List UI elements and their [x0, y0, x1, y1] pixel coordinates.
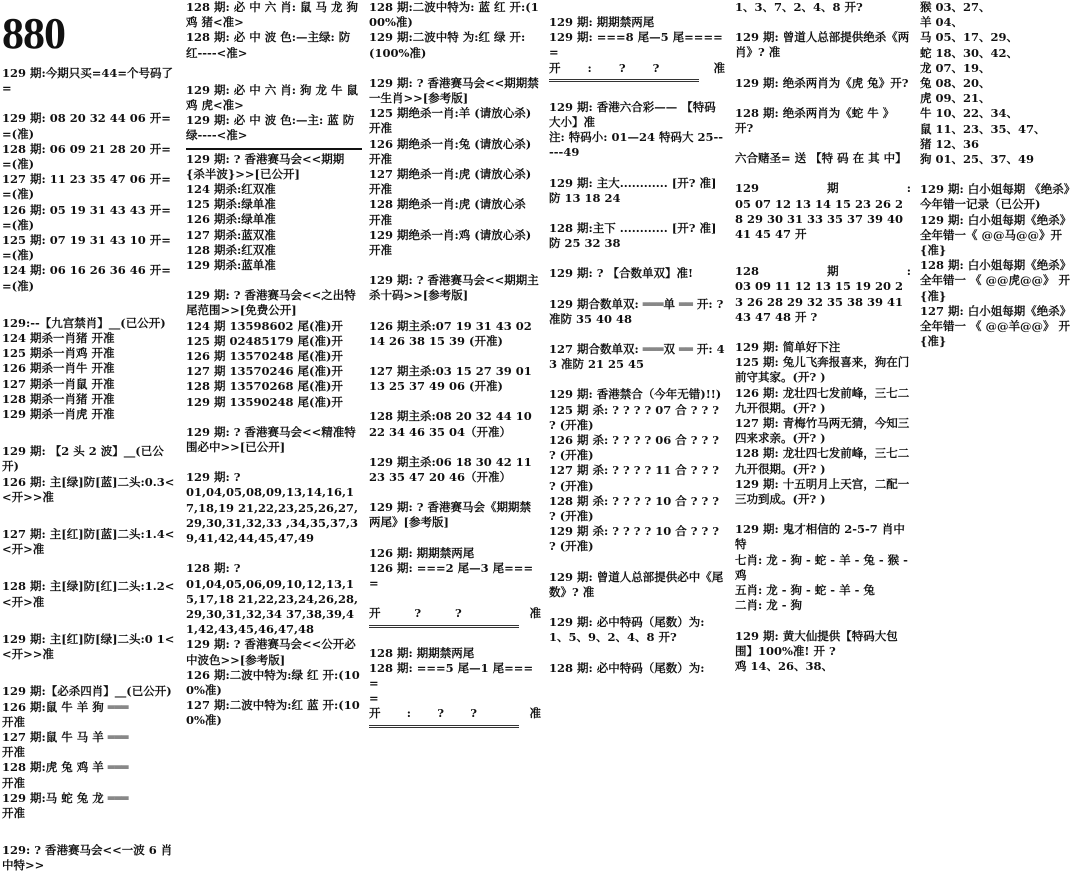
list-item: 125 期 杀: ? ? ? ? 07 合 ? ? ? ? (开准)	[549, 402, 723, 432]
number-list: 01,04,05,08,09,13,14,16,17,18,19 21,22,23,25,26,27,29,30,31,32,33 ,34,35,37,39,41,42,44,45,47,49	[186, 485, 359, 546]
list-item: 兔 08、20、	[920, 76, 991, 91]
list-item: 127 期 13570246 尾(准)开	[186, 364, 343, 379]
list-item: 124 期杀:红双准	[186, 182, 276, 197]
list-item: 127 期合数单双: ═══双 ══ 开: 43 准防 21 25 45	[549, 342, 725, 372]
list-item: 猪 12、36	[920, 136, 980, 151]
list-item: 127 期: 11 23 35 47 06 开==(准)	[2, 172, 171, 202]
column-5	[735, 0, 911, 674]
list-item: 128 期: 白小姐每期《绝杀》全年错一 《 @@虎@@》 开 {准}	[920, 258, 1075, 303]
section-title: 129 期: ? 香港赛马会<<期期主杀十码>>[参考版]	[369, 273, 539, 303]
list-item: 129 期: 08 20 32 44 06 开==(准)	[2, 111, 171, 141]
list-item: 128 期: 绝杀两肖为《蛇 牛 》开?	[735, 105, 895, 136]
open-row: 开 ? ? 准	[369, 606, 541, 621]
list-item: 129 期: 十五明月上天宫，二配一三功到成。(开? )	[735, 476, 910, 507]
period-label: 128 期: ?	[186, 561, 241, 576]
section-title: 129:--【九宫禁肖】__(已公开)	[2, 315, 166, 330]
list-item: 鼠 11、23、35、47、	[920, 121, 1046, 136]
list-item: 129 期: ===8 尾—5 尾====	[549, 30, 723, 45]
list-item: 128 期:虎 兔 鸡 羊 ═══	[2, 760, 129, 775]
list-item: 128 期: ===5 尾—1 尾====	[369, 660, 534, 690]
column-1	[2, 0, 177, 874]
list-item: 129 期:马 蛇 兔 龙 ═══	[2, 790, 129, 805]
list-item: 128 期: 必中特码（尾数）为:	[549, 660, 705, 675]
section-title: 129 期: 香港禁合（今年无错)!!)	[549, 387, 722, 402]
list-item: 129 期: 必 中 波 色:—主: 蓝 防绿----<准>	[186, 113, 355, 143]
list-item: 128 期: 期期禁两尾	[369, 645, 475, 660]
period-label: 129 期: ?	[186, 470, 241, 485]
period-label-row: 128 期 :	[735, 264, 911, 279]
section-title: 129 期: 黄大仙提供【特码大包围】100%准! 开 ?	[735, 628, 898, 658]
list-item: 126 期: 主[绿]防[蓝]二头:0.3<<开>>准	[2, 474, 175, 504]
list-item: 125 期杀:绿单准	[186, 197, 276, 212]
list-item: 128 期:主下 ............ [开? 准] 防 25 32 38	[549, 221, 721, 251]
list-item: 126 期主杀:07 19 31 43 02 14 26 38 15 39 (开准)	[369, 318, 536, 348]
number-list: 05 07 12 13 14 15 23 26 28 29 30 31 33 35 37 39 40 41 45 47 开	[735, 196, 908, 242]
list-item: 二肖: 龙 - 狗	[735, 598, 803, 613]
list-item: 129 期: 白小姐每期《绝杀》全年错一《 @@马@@》开 {准}	[920, 212, 1072, 258]
section-title: 129 期: 曾道人总部提供绝杀《两肖》? 准	[735, 30, 910, 60]
list-item: 128 期: 必 中 波 色:—主绿: 防红----<准>	[186, 30, 351, 60]
site-logo: 880	[2, 9, 65, 58]
list-item: 蛇 18、30、42、	[920, 45, 1019, 60]
list-item: 127 期绝杀一肖:虎 (请放心杀) 开准	[369, 167, 536, 197]
column-6	[920, 0, 1080, 349]
note: 注: 特码小: 01—24 特码大 25-----49	[549, 130, 724, 160]
list-item-result: 开准	[2, 775, 25, 790]
list-item: 126 期:鼠 牛 羊 狗 ═══	[2, 699, 129, 714]
section-title: 129 期: 鬼才相信的 2-5-7 肖中特	[735, 522, 905, 552]
open-row: 开 : ? ? 准	[369, 706, 541, 721]
number-list: 01,04,05,06,09,10,12,13,15,17,18 21,22,23,24,26,28,29,30,31,32,34 37,38,39,41,42,43,45,46,47,48	[186, 576, 359, 637]
section-title: 129 期: 香港六合彩—— 【特码大小】准	[549, 99, 716, 130]
list-item: 129 期: 绝杀两肖为《虎 兔》开?	[735, 75, 909, 90]
list-item: 127 期:鼠 牛 马 羊 ═══	[2, 729, 129, 744]
section-title: 129 期: 【2 头 2 波】__(已公开)	[2, 444, 164, 474]
list-item: 128 期主杀:08 20 32 44 10 22 34 46 35 04（开准）	[369, 409, 536, 439]
list-item: 128 期杀:红双准	[186, 242, 276, 257]
list-item: 129 期:二波中特 为:红 绿 开: (100%准)	[369, 30, 530, 60]
list-item: 126 期杀:绿单准	[186, 212, 276, 227]
list-item: 128 期: 必 中 六 肖: 鼠 马 龙 狗 鸡 猪<准>	[186, 0, 363, 30]
list-item: 虎 09、21、	[920, 91, 991, 106]
divider	[369, 625, 519, 628]
open-row: 开 : ? ? 准	[549, 60, 725, 75]
divider	[186, 148, 362, 150]
list-item: 马 05、17、29、	[920, 30, 1019, 45]
list-item: 125 期绝杀一肖:羊 (请放心杀) 开准	[369, 106, 536, 136]
section-title: 129 期: 曾道人总部提供必中《尾数》? 准	[549, 569, 724, 599]
section-title: 129 期: ? 香港赛马会<<之出特尾范围>>[免费公开]	[186, 288, 356, 318]
section-title: 129 期: 白小姐每期 《绝杀》今年错一记录（已公开)	[920, 182, 1076, 212]
history-list	[2, 111, 177, 293]
section-title: 129 期: ? 香港赛马会《期期禁两尾》[参考版]	[369, 500, 531, 530]
divider	[549, 79, 699, 82]
list-item: 128 期 杀: ? ? ? ? 10 合 ? ? ? ? (开准)	[549, 493, 723, 524]
list-item: 126 期: 05 19 31 43 43 开==(准)	[2, 202, 171, 232]
list-item: 127 期杀一肖鼠 开准	[2, 376, 115, 391]
list-item: 129 期 13590248 尾(准)开	[186, 394, 343, 409]
list-item: 126 期:二波中特为:绿 红 开:(100%准)	[186, 667, 360, 697]
list-item: 126 期: 期期禁两尾	[369, 545, 475, 560]
section-title: 六合赌圣= 送 【特 码 在 其 中】	[735, 151, 907, 166]
list-item: 七肖: 龙 - 狗 - 蛇 - 羊 - 兔 - 猴 - 鸡	[735, 552, 912, 582]
list-item: 128 期: 主[绿]防[红]二头:1.2<<开>准	[2, 579, 175, 609]
intro-cont: =	[2, 81, 12, 96]
list-item: 126 期: ===2 尾—3 尾====	[369, 560, 534, 591]
period-label-row: 129 期 :	[735, 181, 911, 196]
list-item: 124 期杀一肖猪 开准	[2, 331, 115, 346]
list-item: 124 期: 06 16 26 36 46 开==(准)	[2, 263, 171, 293]
list-item: 124 期 13598602 尾(准)开	[186, 318, 343, 333]
list-item: 129 期合数单双: ═══单 ══ 开: ? 准防 35 40 48	[549, 296, 728, 326]
list-item: 129 期: 主大............ [开? 准] 防 13 18 24	[549, 175, 721, 205]
list-item: 129 期主杀:06 18 30 42 11 23 35 47 20 46（开准）	[369, 454, 536, 485]
list-item: 1、3、7、2、4、8 开?	[735, 0, 863, 14]
section-title: 129 期: ? 【合数单双】准!	[549, 266, 694, 281]
list-item-cont: =	[549, 45, 559, 60]
list-item: 鸡 14、26、38、	[735, 658, 834, 673]
list-item: 125 期: 兔儿飞奔报喜来，狗在门前守其家。(开? )	[735, 355, 910, 385]
section-title: 129 期: ? 香港赛马会<<期期{杀半波}>>[已公开]	[186, 151, 345, 181]
list-item: 126 期 13570248 尾(准)开	[186, 349, 343, 364]
list-item: 羊 04、	[920, 15, 964, 30]
list-item-result: 开准	[2, 745, 25, 760]
divider	[369, 725, 519, 728]
list-item: 126 期: 龙壮四七发前峰，三七二九开很期。(开? )	[735, 385, 910, 415]
list-item: 五肖: 龙 - 狗 - 蛇 - 羊 - 兔	[735, 583, 875, 598]
list-item: 127 期: 白小姐每期《绝杀》全年错一 《 @@羊@@》 开 {准}	[920, 303, 1075, 349]
list-item: 129 期杀一肖虎 开准	[2, 407, 115, 422]
list-item: 猴 03、27、	[920, 0, 991, 14]
list-item: 129 期: 主[红]防[绿]二头:0 1<<开>>准	[2, 631, 175, 662]
list-item: 狗 01、25、37、49	[920, 152, 1035, 167]
list-item: 128 期: 龙壮四七发前峰，三七二九开很期。(开? )	[735, 446, 910, 476]
list-item: 129 期: 期期禁两尾	[549, 15, 655, 29]
column-4	[549, 0, 728, 676]
section-title: 129 期: 简单好下注	[735, 340, 841, 355]
list-item: 129 期: 必 中 六 肖: 狗 龙 牛 鼠 鸡 虎<准>	[186, 82, 363, 113]
list-item: 129 期杀:蓝单准	[186, 258, 276, 273]
list-item: 125 期 02485179 尾(准)开	[186, 333, 343, 348]
list-item: 127 期:二波中特为:红 蓝 开:(100%准)	[186, 698, 360, 728]
section-title: 129: ? 香港赛马会<<一波 6 肖中特>>	[2, 843, 173, 873]
list-item: 127 期主杀:03 15 27 39 01 13 25 37 49 06 (开准)	[369, 364, 536, 394]
section-title: 129 期:【必杀四肖】__(已公开)	[2, 684, 172, 699]
list-item-cont: =	[369, 691, 379, 706]
intro-text: 129 期:今期只买=44=个号码了	[2, 66, 174, 80]
column-3	[369, 0, 541, 731]
section-title: 129 期: ? 香港赛马会<<公开必中波色>>[参考版]	[186, 637, 356, 667]
list-item: 127 期: 青梅竹马两无猜，今知三四来求亲。(开? )	[735, 416, 910, 446]
list-item: 125 期杀一肖鸡 开准	[2, 346, 115, 361]
list-item: 127 期: 主[红]防[蓝]二头:1.4<<开>准	[2, 527, 175, 557]
list-item: 129 期绝杀一肖:鸡 (请放心杀) 开准	[369, 227, 536, 258]
list-item: 127 期杀:蓝双准	[186, 227, 276, 242]
list-item: 牛 10、22、34、	[920, 106, 1019, 121]
section-title: 129 期: ? 香港赛马会<<期期禁一生肖>>[参考版]	[369, 75, 539, 106]
list-item: 龙 07、19、	[920, 60, 991, 75]
column-2	[186, 0, 362, 729]
list-item: 128 期: 06 09 21 28 20 开==(准)	[2, 141, 171, 172]
list-item: 127 期 杀: ? ? ? ? 11 合 ? ? ? ? (开准)	[549, 463, 723, 493]
list-item: 126 期杀一肖牛 开准	[2, 361, 115, 376]
list-item: 125 期: 07 19 31 43 10 开==(准)	[2, 233, 171, 263]
list-item-result: 开准	[2, 805, 25, 820]
list-item: 129 期 杀: ? ? ? ? 10 合 ? ? ? ? (开准)	[549, 524, 723, 554]
list-item: 128 期 13570268 尾(准)开	[186, 379, 343, 394]
list-item: 126 期绝杀一肖:兔 (请放心杀) 开准	[369, 136, 536, 166]
number-list: 03 09 11 12 13 15 19 20 23 26 28 29 32 35 38 39 41 43 47 48 开 ?	[735, 279, 908, 324]
list-item: 126 期 杀: ? ? ? ? 06 合 ? ? ? ? (开准)	[549, 433, 723, 463]
list-item: 128 期绝杀一肖:虎 (请放心杀 开准	[369, 197, 530, 227]
list-item: 128 期杀一肖猪 开准	[2, 391, 115, 406]
section-title: 129 期: ? 香港赛马会<<精准特围必中>>[已公开]	[186, 424, 356, 455]
list-item: 129 期: 必中特码（尾数）为: 1、5、9、2、4、8 开?	[549, 615, 709, 645]
list-item: 128 期:二波中特为: 蓝 红 开:(100%准)	[369, 0, 539, 30]
list-item-result: 开准	[2, 714, 25, 729]
